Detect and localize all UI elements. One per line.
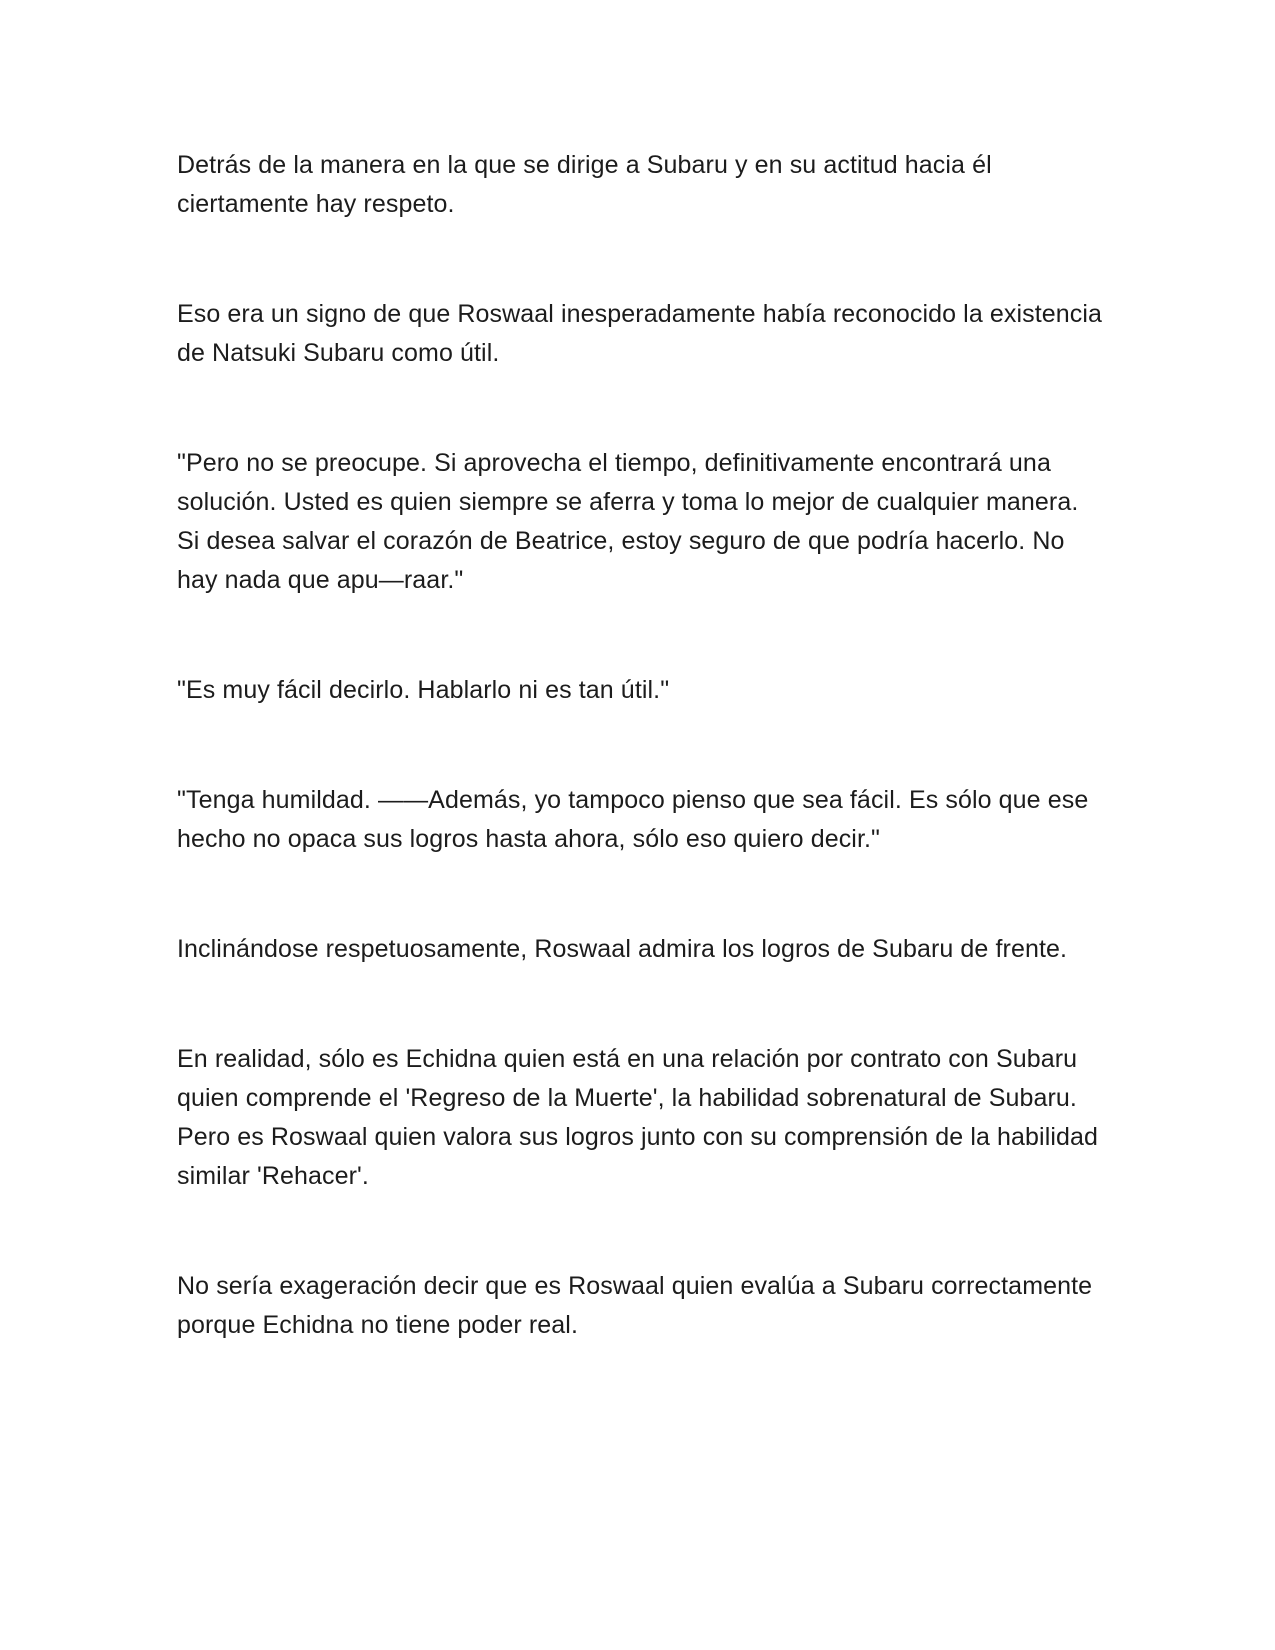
- paragraph: Inclinándose respetuosamente, Roswaal admira los logros de Subaru de frente.: [177, 935, 1068, 963]
- paragraph: En realidad, sólo es Echidna quien está en una relación por contrato con Subaru quien comprende el 'Regreso de la Muerte', la habilidad sobrenatural de Subaru. Pero es Roswaal quien valora sus logros junto con su comprensión de la habilidad similar 'Rehacer'.: [177, 1045, 1099, 1190]
- paragraph: "Tenga humildad. ——Además, yo tampoco pienso que sea fácil. Es sólo que ese hecho no opaca sus logros hasta ahora, sólo eso quiero decir.": [177, 786, 1089, 853]
- paragraph: "Pero no se preocupe. Si aprovecha el tiempo, definitivamente encontrará una solución. Usted es quien siempre se aferra y toma lo mejor de cualquier manera. Si desea salvar el corazón de Beatrice, estoy seguro de que podría hacerlo. No hay nada que apu—raar.": [177, 449, 1079, 594]
- paragraph: Detrás de la manera en la que se dirige a Subaru y en su actitud hacia él ciertamente hay respeto.: [177, 151, 992, 218]
- paragraph: "Es muy fácil decirlo. Hablarlo ni es tan útil.": [177, 676, 670, 704]
- text-body: [177, 146, 1107, 1345]
- paragraph: No sería exageración decir que es Roswaal quien evalúa a Subaru correctamente porque Echidna no tiene poder real.: [177, 1272, 1093, 1339]
- paragraph: Eso era un signo de que Roswaal inesperadamente había reconocido la existencia de Natsuki Subaru como útil.: [177, 300, 1103, 367]
